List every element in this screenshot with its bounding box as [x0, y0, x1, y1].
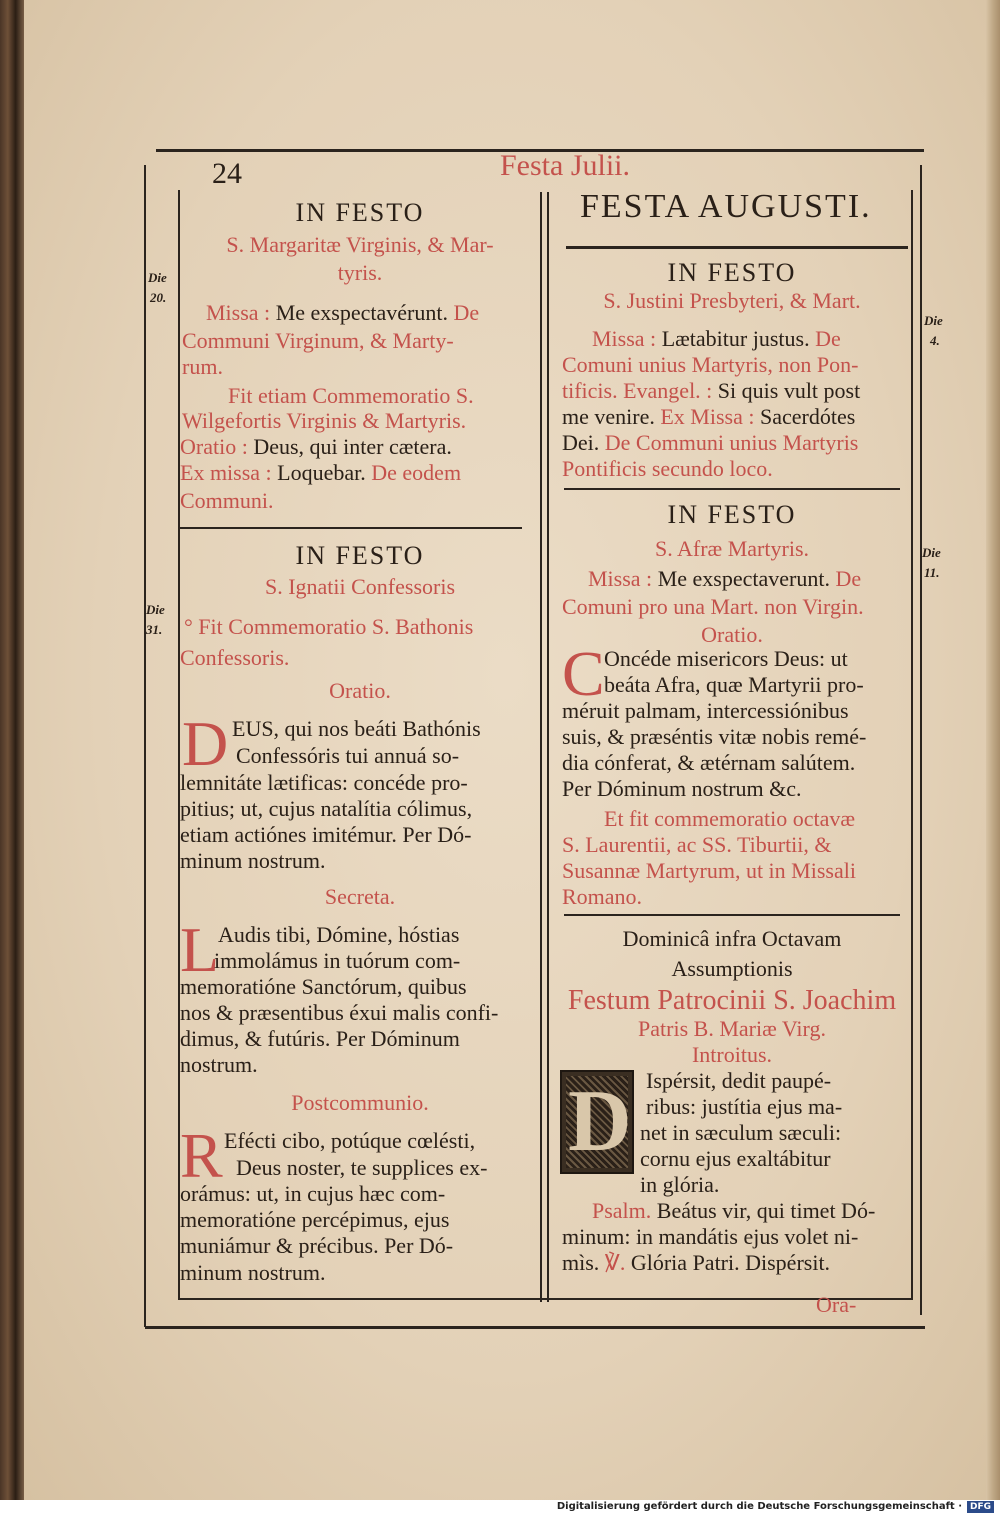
right-oratio-l6: Per Dóminum nostrum &c.	[562, 776, 802, 801]
psalm-label: Psalm.	[592, 1198, 652, 1223]
left-post-title: Postcommunio.	[291, 1090, 429, 1115]
page-number: 24	[212, 157, 242, 190]
right-festo1-l2: Comuni unius Martyris, non Pon-	[562, 352, 859, 377]
left-secreta-dropcap: L	[180, 914, 220, 985]
right-festo1-heading: IN FESTO	[667, 258, 797, 287]
running-title: Festa Julii.	[500, 149, 631, 182]
right-psalm-l2: minum: in mandátis ejus volet ni-	[562, 1224, 859, 1249]
left-post-l2: Deus noster, te supplices ex-	[236, 1155, 488, 1180]
right-festo1-l6: Pontificis secundo loco.	[562, 456, 773, 481]
left-festo2-line: S. Ignatii Confessoris	[264, 574, 456, 599]
missa-label: Missa :	[592, 326, 657, 351]
right-border	[920, 165, 922, 1315]
gloria: Glória Patri. Dispérsit.	[630, 1250, 831, 1275]
left-secreta-l1: Audis tibi, Dómine, hóstias	[218, 922, 460, 947]
right-introitus-l5: in glória.	[640, 1172, 720, 1197]
right-introitus-l4: cornu ejus exaltábitur	[640, 1146, 831, 1171]
left-section-rule	[180, 527, 522, 529]
right-festo1-l3	[562, 378, 860, 404]
left-festo1-body2: rum.	[182, 354, 223, 379]
right-festo1-side-num: 4.	[930, 333, 940, 348]
missa-de: De	[815, 326, 841, 351]
left-festo2-fit1: ° Fit Commemoratio S. Bathonis	[184, 614, 474, 639]
ex-text: Loquebar.	[277, 460, 366, 485]
missa-label: Missa :	[206, 300, 271, 325]
left-oratio-l6: minum nostrum.	[180, 848, 326, 873]
left-festo1-last: Communi.	[180, 488, 274, 513]
evangel-label: tificis. Evangel. :	[562, 378, 713, 403]
missa-text: Lætabitur justus.	[661, 326, 810, 351]
left-festo1-fit1: Fit etiam Commemoratio S.	[228, 383, 474, 408]
right-festo2-fit2: S. Laurentii, ac SS. Tiburtii, &	[562, 832, 832, 857]
right-introitus-l3: net in sæculum sæculi:	[640, 1120, 842, 1145]
inner-bottom-rule	[178, 1298, 913, 1300]
right-psalm-l1	[592, 1198, 875, 1224]
left-oratio-l1: EUS, qui nos beáti Bathónis	[232, 716, 481, 741]
left-festo2-side-num: 31.	[146, 622, 163, 637]
footer-bar	[0, 1500, 1000, 1516]
left-post-l1: Efécti cibo, potúque cœlésti,	[224, 1128, 476, 1153]
left-border	[144, 165, 146, 1327]
right-festo2-side-num: 11.	[924, 565, 940, 580]
right-introitus: Introitus.	[691, 1042, 773, 1067]
left-festo2-side-die: Die	[146, 602, 165, 617]
right-festum-title: Festum Patrocinii S. Joachim	[567, 985, 897, 1016]
left-post-l5: muniámur & précibus. Per Dó-	[180, 1233, 454, 1258]
right-oratio-l3: méruit palmam, intercessiónibus	[562, 698, 849, 723]
left-oratio-l4: pitius; ut, cujus natalítia cólimus,	[180, 796, 473, 821]
psalm-mis: mìs.	[562, 1250, 600, 1275]
left-secreta-l6: nostrum.	[180, 1052, 258, 1077]
oratio-label: Oratio :	[180, 434, 248, 459]
right-festo1-l5	[562, 430, 858, 456]
right-introitus-l1: Ispérsit, dedit paupé-	[646, 1068, 832, 1093]
left-post-dropcap: R	[180, 1120, 223, 1191]
left-oratio-l3: lemnitáte lætificas: concéde pro-	[180, 770, 468, 795]
missa-de: De	[453, 300, 480, 325]
page-edge	[986, 0, 1000, 1500]
right-festo2-dropcap: C	[562, 638, 605, 709]
inner-right-border	[911, 190, 913, 1300]
left-oratio-title: Oratio.	[329, 678, 391, 703]
ex-missa-label: Ex Missa :	[660, 404, 755, 429]
bottom-rule	[145, 1326, 925, 1329]
right-oratio-l1: Oncéde misericors Deus: ut	[604, 646, 848, 671]
right-dominica-2: Assumptionis	[671, 956, 793, 981]
right-festo2-oratio: Oratio.	[701, 622, 763, 647]
left-festo1-line2: tyris.	[337, 260, 383, 285]
missa-de: De	[835, 566, 862, 591]
left-oratio-l5: etiam actiónes imitémur. Per Dó-	[180, 822, 472, 847]
left-oratio-dropcap: D	[182, 708, 229, 779]
left-festo1-fit2: Wilgefortis Virginis & Martyris.	[182, 408, 467, 433]
right-title-rule	[566, 246, 908, 249]
psalm-text: Beátus vir, qui timet Dó-	[656, 1198, 876, 1223]
missa-label: Missa :	[588, 566, 653, 591]
right-festo2-heading: IN FESTO	[667, 500, 797, 529]
left-secreta-l5: dimus, & futúris. Per Dóminum	[180, 1026, 460, 1051]
catchword: Ora-	[816, 1292, 857, 1317]
right-title: FESTA AUGUSTI.	[580, 188, 872, 225]
oratio-text: Deus, qui inter cætera.	[253, 434, 452, 459]
missa-text: Me exspectavérunt.	[275, 300, 448, 325]
left-festo2-heading: IN FESTO	[295, 541, 425, 570]
column-divider-right	[547, 192, 549, 1302]
missa-text: Me exspectaverunt.	[657, 566, 830, 591]
left-festo1-body1: Communi Virginum, & Marty-	[182, 328, 454, 353]
sacerdotes: Sacerdótes	[759, 404, 856, 429]
dei: Dei.	[562, 430, 600, 455]
woodcut-letter-d: D	[568, 1073, 632, 1170]
dfg-logo: DFG	[967, 1501, 994, 1513]
left-oratio-l2: Confessóris tui annuá so-	[236, 743, 460, 768]
woodcut-initial	[560, 1070, 634, 1174]
right-festo2-fit4: Romano.	[562, 884, 643, 909]
right-festo1-line: S. Justini Presbyteri, & Mart.	[603, 288, 861, 313]
right-oratio-l2: beáta Afra, quæ Martyrii pro-	[604, 672, 864, 697]
de-communi: De Communi unius Martyris	[604, 430, 859, 455]
right-dominica-1: Dominicâ infra Octavam	[622, 926, 842, 951]
ex-de: De eodem	[371, 460, 462, 485]
me-venire: me venire.	[562, 404, 655, 429]
left-post-l6: minum nostrum.	[180, 1260, 326, 1285]
right-festo2-missa	[588, 566, 861, 592]
right-festo2-side-die: Die	[922, 545, 941, 560]
left-secreta-title: Secreta.	[324, 884, 396, 909]
left-festo1-line1: S. Margaritæ Virginis, & Mar-	[226, 232, 494, 257]
evangel-text: Si quis vult post	[717, 378, 861, 403]
right-oratio-l4: suis, & præséntis vitæ nobis remé-	[562, 724, 867, 749]
left-post-l4: memoratióne percépimus, ejus	[180, 1207, 450, 1232]
right-festo1-missa	[592, 326, 841, 352]
right-oratio-l5: dia cónferat, & ætérnam salútem.	[562, 750, 856, 775]
left-secreta-l3: memoratióne Sanctórum, quibus	[180, 974, 467, 999]
left-festo1-oratio	[180, 434, 452, 460]
right-section-rule-2	[564, 914, 900, 916]
left-festo2-fit2: Confessoris.	[180, 645, 290, 670]
left-festo1-ex	[180, 460, 461, 486]
right-festo2-line: S. Afræ Martyris.	[655, 536, 809, 561]
book-binding	[0, 0, 26, 1500]
right-festo2-l2: Comuni pro una Mart. non Virgin.	[562, 594, 864, 619]
right-festo1-l4	[562, 404, 855, 430]
left-post-l3: orámus: ut, in cujus hæc com-	[180, 1181, 446, 1206]
left-secreta-l4: nos & præsentibus éxui malis confi-	[180, 1000, 499, 1025]
right-festo2-fit1: Et fit commemoratio octavæ	[604, 806, 856, 831]
left-festo1-heading: IN FESTO	[295, 198, 425, 227]
right-festo2-fit3: Susannæ Martyrum, ut in Missali	[562, 858, 856, 883]
right-section-rule-1	[564, 488, 900, 490]
versicle-icon: ℣.	[604, 1250, 626, 1275]
left-secreta-l2: immolámus in tuórum com-	[214, 948, 461, 973]
column-divider-left	[540, 192, 542, 1302]
left-festo1-missa	[206, 300, 479, 326]
right-festum-sub: Patris B. Mariæ Virg.	[638, 1016, 826, 1041]
right-introitus-l2: ribus: justítia ejus ma-	[646, 1094, 843, 1119]
left-festo1-side-die: Die	[148, 270, 167, 285]
right-psalm-l3	[562, 1250, 830, 1276]
right-festo1-side-die: Die	[924, 313, 943, 328]
left-festo1-side-num: 20.	[150, 290, 167, 305]
ex-label: Ex missa :	[180, 460, 272, 485]
footer-credit: Digitalisierung gefördert durch die Deutsche Forschungsgemeinschaft ·	[556, 1501, 962, 1512]
